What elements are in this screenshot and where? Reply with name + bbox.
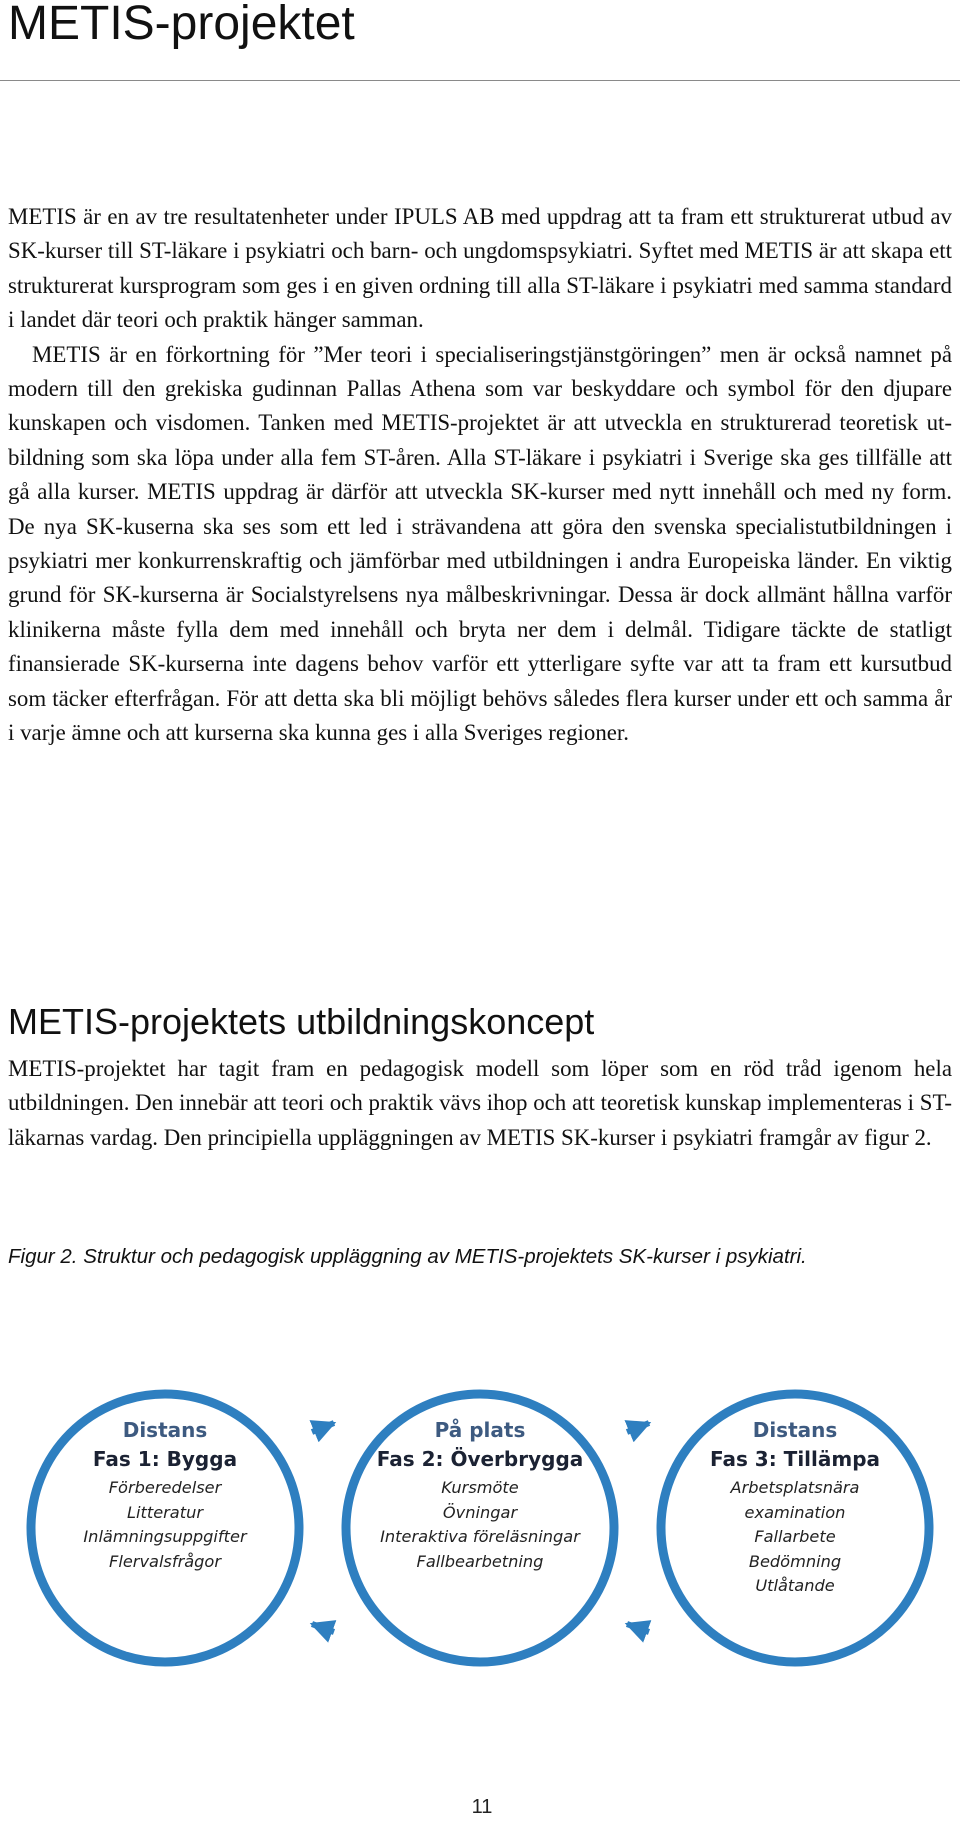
phase-3-item: Fallarbete	[754, 1527, 836, 1546]
phase-1-item: Förberedelser	[108, 1478, 222, 1497]
phase-3-items	[664, 1476, 926, 1599]
figure-caption: Figur 2. Struktur och pedagogisk uppläggning av METIS-projektets SK-kurser i psykiatri.	[8, 1245, 807, 1268]
phase-3-name: Fas 3: Tillämpa	[709, 1447, 881, 1471]
section-heading: METIS-projektets utbildningskoncept	[8, 1001, 595, 1042]
phase-2	[349, 1416, 611, 1574]
phase-1-items	[34, 1476, 296, 1574]
page-title: METIS-projektet	[8, 0, 355, 50]
phase-3-item: Arbetsplatsnära	[730, 1478, 860, 1497]
phase-1-item: Inlämningsuppgifter	[83, 1527, 247, 1546]
intro-paragraph-1: METIS är en av tre resultatenheter under IPULS AB med uppdrag att ta fram ett strukturerat utbud av SK-kurser till ST-läkare i psykiatri och barn- och ungdomspsykiatri. Syftet med METIS är att skapa ett strukturerat kursprogram som ges i en given ordning till alla ST-läkare i psykiatri med samma standard i landet där teori och praktik hänger samman.	[8, 204, 952, 333]
phase-1-item: Litteratur	[126, 1502, 203, 1522]
phase-3-item: Utlåtande	[755, 1576, 835, 1595]
phase-2-item: Fallbearbetning	[416, 1551, 544, 1571]
title-divider	[0, 80, 960, 81]
arrow-2-bottom	[627, 1624, 649, 1632]
phase-2-items	[349, 1476, 611, 1574]
phase-1-name: Fas 1: Bygga	[92, 1447, 238, 1471]
arrow-1-bottom	[312, 1624, 334, 1632]
concept-paragraph: METIS-projektet har tagit fram en pedagogisk modell som löper som en röd tråd igenom hela utbildningen. Den innebär att teori och praktik vävs ihop och att teoretisk kunskap implementeras i ST-läkarnas vardag. Den principiella uppläggningen av METIS SK-kurser i psykiatri framgår av figur 2.	[8, 1056, 952, 1150]
phase-3-item: examination	[744, 1502, 846, 1522]
phase-2-item: Kursmöte	[441, 1478, 519, 1497]
phase-3	[664, 1416, 926, 1599]
arrow-2-top	[627, 1423, 649, 1432]
page-number: 11	[471, 1796, 493, 1818]
arrow-1-top	[312, 1423, 334, 1432]
phase-3-mode: Distans	[752, 1418, 838, 1442]
phase-diagram	[0, 1380, 960, 1680]
phase-1-mode: Distans	[122, 1418, 208, 1442]
phase-2-name: Fas 2: Överbrygga	[376, 1447, 584, 1471]
phase-2-item: Interaktiva föreläsningar	[380, 1527, 580, 1546]
phase-1-item: Flervalsfrågor	[109, 1551, 221, 1571]
intro-paragraph-2: METIS är en förkortning för ”Mer teori i specialiseringstjänstgöringen” men är också namnet på modern till den grekiska gudinnan Pallas Athena som var beskyddare och symbol för den djupare kunskapen och visdomen. Tanken med METIS-projektet är att utveckla en strukturerad teoretisk utbildning som ska löpa under alla fem ST-åren. Alla ST-läkare i psykiatri i Sverige ska ges tillfälle att gå alla kurser. METIS uppdrag är därför att utveckla SK-kurser med nytt innehåll och med ny form. De nya SK-kuserna ska ses som ett led i strävandena att göra den svenska specialistutbildningen i psykiatri mer konkurrenskraftig och jämförbar med utbildningen i andra Europeiska länder. En viktig grund för SK-kurserna är Socialstyrelsens nya målbeskrivningar. Dessa är dock allmänt hållna varför klinikerna måste fylla dem med innehåll och bryta ner dem i delmål. Tidigare täckte de statligt finansierade SK-kurserna inte dagens behov varför ett ytterligare syfte var att ta fram ett kursutbud som täcker efterfrågan. För att detta ska bli möjligt behövs således flera kurser under ett och samma år i varje ämne och att kurserna ska kunna ges i alla Sveriges regioner.	[8, 341, 952, 746]
phase-2-mode: På plats	[434, 1418, 526, 1442]
intro-text	[8, 200, 952, 751]
phase-1	[34, 1416, 296, 1574]
phase-2-item: Övningar	[442, 1502, 518, 1522]
phase-3-item: Bedömning	[748, 1551, 842, 1571]
